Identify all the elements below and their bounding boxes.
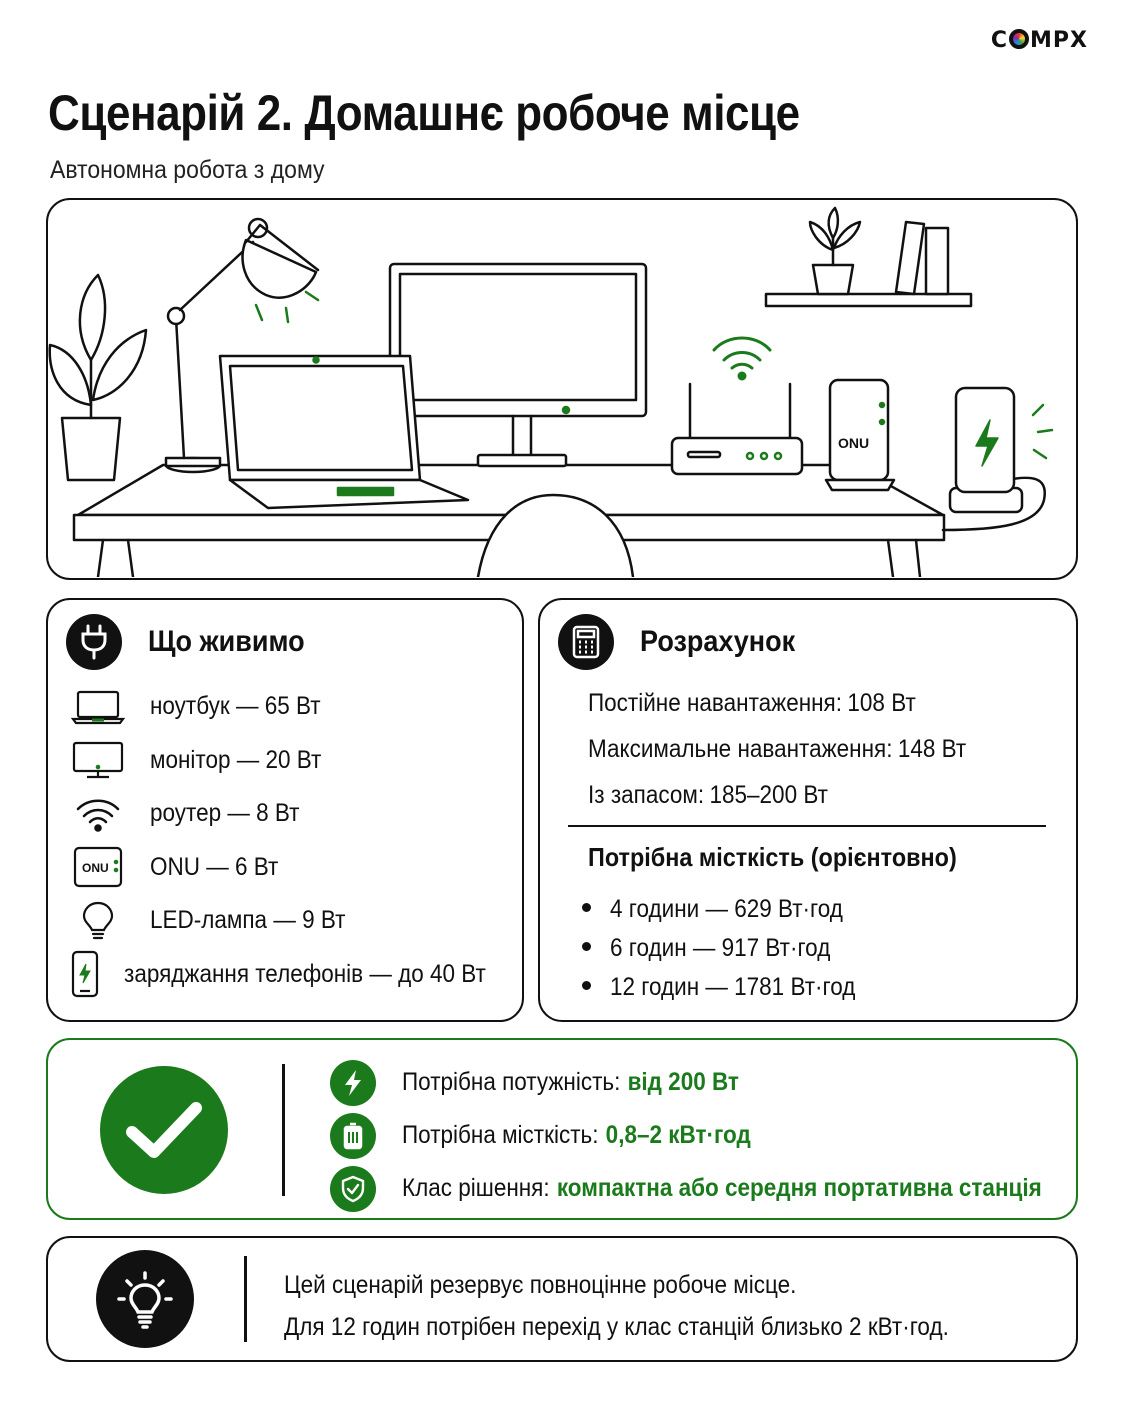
- wall-shelf: [766, 208, 971, 306]
- power-list-panel: [46, 598, 524, 1022]
- onu-device-icon: [826, 380, 894, 490]
- power-list-header: [66, 614, 322, 670]
- load-label: монітор — 20 Вт: [150, 745, 322, 774]
- calculation-header: [558, 614, 812, 670]
- list-item: [70, 787, 520, 841]
- calculation-panel: [538, 598, 1078, 1022]
- laptop-icon: [70, 685, 126, 729]
- onu-icon: [70, 845, 126, 889]
- required-capacity-text: [402, 1121, 751, 1150]
- wifi-signal-icon: [714, 338, 770, 379]
- workspace-illustration: [46, 198, 1078, 580]
- bulb-icon: [70, 899, 126, 943]
- required-capacity-value: 0,8–2 кВт·год: [605, 1121, 751, 1149]
- max-load-line: [588, 726, 966, 772]
- divider: [244, 1256, 247, 1342]
- reserve-load-label: Із запасом:: [588, 781, 705, 809]
- capacity-title: Потрібна місткість (орієнтовно): [588, 842, 957, 872]
- solution-class-text: [402, 1174, 1042, 1203]
- checkmark-icon: [100, 1066, 228, 1194]
- capacity-item: 6 годин — 917 Вт·год: [610, 934, 831, 962]
- result-panel: [46, 1038, 1078, 1220]
- load-label: ONU — 6 Вт: [150, 852, 279, 881]
- note-line: Цей сценарій резервує повноцінне робоче місце.: [284, 1271, 797, 1299]
- note-text: [284, 1264, 949, 1348]
- capacity-item: 12 годин — 1781 Вт·год: [610, 973, 856, 1001]
- reserve-load-line: [588, 772, 966, 818]
- constant-load-line: [588, 680, 966, 726]
- load-label: роутер — 8 Вт: [150, 799, 300, 828]
- shield-check-icon: [330, 1166, 376, 1212]
- bullet-icon: [582, 942, 591, 951]
- constant-load-value: 108 Вт: [847, 689, 916, 717]
- battery-icon: [330, 1113, 376, 1159]
- capacity-item: 4 години — 629 Вт·год: [610, 895, 843, 923]
- list-item: [70, 948, 520, 1002]
- max-load-label: Максимальне навантаження:: [588, 735, 893, 763]
- note-panel: [46, 1236, 1078, 1362]
- constant-load-label: Постійне навантаження:: [588, 689, 842, 717]
- load-label: ноутбук — 65 Вт: [150, 692, 321, 721]
- list-item: [70, 734, 520, 788]
- compx-logo: [991, 28, 1088, 53]
- logo-rainbow-o: [1009, 29, 1029, 49]
- phone-charging-icon: [943, 388, 1052, 530]
- wifi-icon: [70, 792, 126, 836]
- router-icon: [672, 384, 802, 474]
- divider: [568, 825, 1046, 827]
- divider: [282, 1064, 285, 1196]
- logo-text-start: C: [990, 28, 1009, 53]
- list-item: [582, 890, 883, 929]
- list-item: [70, 841, 520, 895]
- load-list: [70, 680, 520, 1001]
- load-label: LED-лампа — 9 Вт: [150, 906, 346, 935]
- solution-class-value: компактна або середня портативна станція: [556, 1174, 1042, 1202]
- required-capacity-label: Потрібна місткість:: [402, 1121, 599, 1149]
- svg-text:ONU: ONU: [82, 861, 109, 876]
- max-load-value: 148 Вт: [897, 735, 967, 763]
- solution-class-row: [330, 1162, 1113, 1215]
- monitor-icon: [70, 738, 126, 782]
- plug-icon: [66, 614, 122, 670]
- required-power-row: [330, 1056, 1113, 1109]
- load-label: заряджання телефонів — до 40 Вт: [124, 959, 486, 988]
- page-title: Сценарій 2. Домашнє робоче місце: [48, 85, 800, 141]
- load-summary: [588, 680, 1008, 818]
- phone-charging-icon: [70, 952, 100, 996]
- result-rows: [330, 1056, 1113, 1215]
- calculator-icon: [558, 614, 614, 670]
- list-item: [70, 680, 520, 734]
- required-capacity-row: [330, 1109, 1113, 1162]
- capacity-list: [582, 890, 883, 1007]
- bullet-icon: [582, 981, 591, 990]
- power-list-title: Що живимо: [148, 625, 305, 658]
- monitor-icon: [390, 264, 646, 466]
- required-power-text: [402, 1068, 739, 1097]
- required-power-value: від 200 Вт: [627, 1068, 739, 1096]
- plant-icon: [50, 275, 146, 480]
- reserve-load-value: 185–200 Вт: [709, 781, 828, 809]
- note-line: Для 12 годин потрібен перехід у клас станцій близько 2 кВт·год.: [284, 1313, 949, 1341]
- list-item: [70, 894, 520, 948]
- list-item: [582, 929, 883, 968]
- required-power-label: Потрібна потужність:: [402, 1068, 621, 1096]
- calculation-title: Розрахунок: [640, 625, 796, 658]
- solution-class-label: Клас рішення:: [402, 1174, 550, 1202]
- bullet-icon: [582, 903, 591, 912]
- lightning-icon: [330, 1060, 376, 1106]
- page-subtitle: Автономна робота з дому: [50, 156, 325, 184]
- logo-text-end: MPX: [1030, 28, 1088, 53]
- lightbulb-icon: [96, 1250, 194, 1348]
- list-item: [582, 968, 883, 1007]
- svg-text:ONU: ONU: [838, 435, 870, 451]
